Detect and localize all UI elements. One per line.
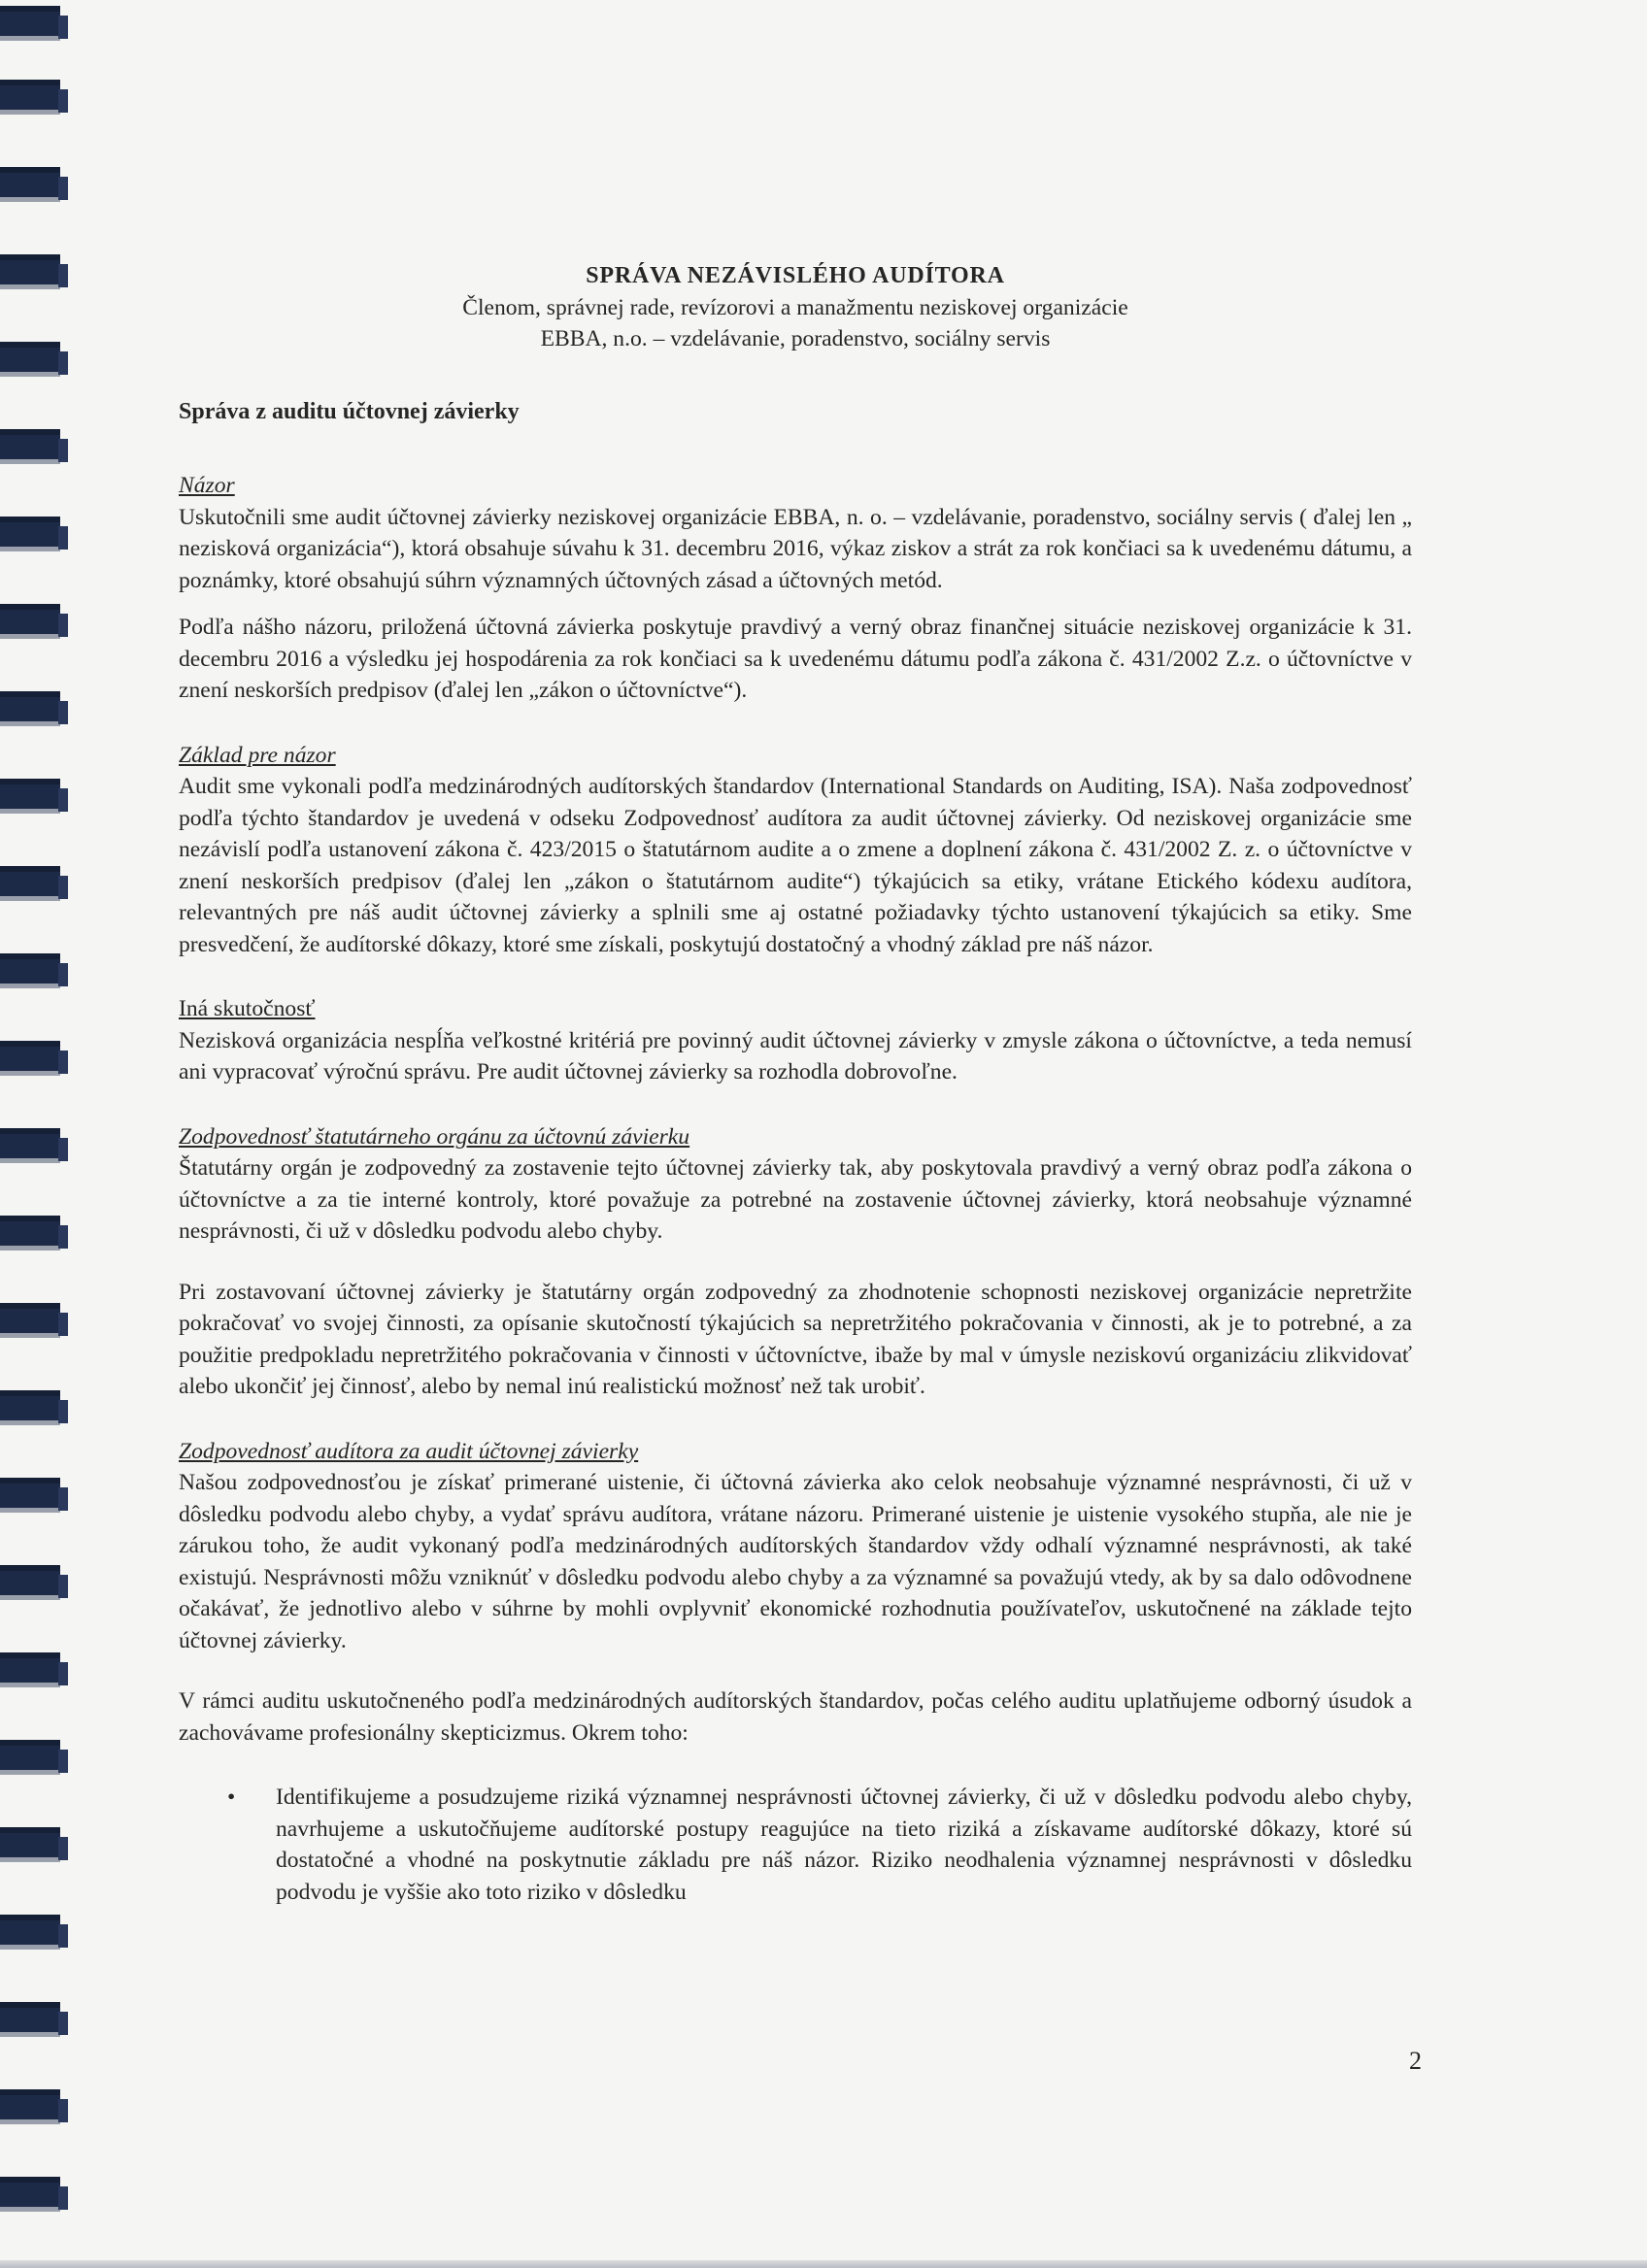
binding-tab	[0, 1827, 60, 1862]
statutory-paragraph-1: Štatutárny orgán je zodpovedný za zostavenie tejto účtovnej závierky tak, aby poskytovala pravdivý a verný obraz podľa zákona o účtovníctve a za tie interné kontroly, ktoré považuje za potrebné na zostavenie účtovnej závierky, ktorá neobsahuje významné nesprávnosti, či už v dôsledku podvodu alebo chyby.	[179, 1155, 1412, 1244]
binding-tab	[0, 2089, 60, 2124]
binding-tab	[0, 1303, 60, 1338]
basis-section	[179, 740, 1412, 961]
binding-tab	[0, 2177, 60, 2212]
binding-tab	[0, 1565, 60, 1600]
other-matter-paragraph: Nezisková organizácia nespĺňa veľkostné kritériá pre povinný audit účtovnej závierky v zmysle zákona o účtovníctve, a teda nemusí ani vypracovať výročnú správu. Pre audit účtovnej závierky sa rozhodla dobrovoľne.	[179, 1027, 1412, 1084]
other-matter-section	[179, 993, 1412, 1088]
binding-tab	[0, 80, 60, 115]
page-bottom-edge	[0, 2260, 1647, 2268]
binding-tab	[0, 1915, 60, 1950]
binding-tab	[0, 429, 60, 464]
statutory-responsibility-section	[179, 1121, 1412, 1403]
binding-tab	[0, 167, 60, 202]
binding-tab	[0, 866, 60, 901]
binding-tab	[0, 517, 60, 551]
report-body	[179, 260, 1412, 1908]
binding-tab	[0, 254, 60, 289]
opinion-heading: Názor	[179, 473, 235, 498]
auditor-bullet-list	[179, 1782, 1412, 1908]
page-number: 2	[1409, 2047, 1422, 2075]
section-title: Správa z auditu účtovnej závierky	[179, 398, 520, 424]
report-header	[179, 260, 1412, 355]
opinion-paragraph-1: Uskutočnili sme audit účtovnej závierky neziskovej organizácie EBBA, n. o. – vzdelávanie, poradenstvo, sociálny servis ( ďalej len „ nezisková organizácia“), ktorá obsahuje súvahu k 31. decembru 2016, výkaz ziskov a strát za rok končiaci sa k uvedenému dátumu, a poznámky, ktoré obsahujú súhrn významných účtovných zásad a účtovných metód.	[179, 504, 1412, 593]
addressee-line-1: Členom, správnej rade, revízorovi a manažmentu neziskovej organizácie	[462, 294, 1128, 320]
opinion-section	[179, 470, 1412, 707]
binding-tab	[0, 2002, 60, 2037]
auditor-paragraph-1: Našou zodpovednosťou je získať primerané uistenie, či účtovná závierka ako celok neobsahuje významné nesprávnosti, či už v dôsledku podvodu alebo chyby, a vydať správu audítora, vrátane názoru. Primerané uistenie je uistenie vysokého stupňa, ale nie je zárukou toho, že audit vykonaný podľa medzinárodných audítorských štandardov vždy odhalí významné nesprávnosti, ak také existujú. Nesprávnosti môžu vzniknúť v dôsledku podvodu alebo chyby a za významné sa považujú vtedy, ak by sa dalo odôvodnene očakávať, že jednotlivo alebo v súhrne by mohli ovplyvniť ekonomické rozhodnutia používateľov, uskutočnené na základe tejto účtovnej závierky.	[179, 1470, 1412, 1653]
spiral-binding	[0, 0, 68, 2268]
binding-tab	[0, 604, 60, 639]
binding-tab	[0, 779, 60, 814]
auditor-paragraph-2: V rámci auditu uskutočneného podľa medzinárodných audítorských štandardov, počas celého auditu uplatňujeme odborný úsudok a zachovávame profesionálny skepticizmus. Okrem toho:	[179, 1688, 1412, 1746]
binding-tab	[0, 1652, 60, 1687]
binding-tab	[0, 953, 60, 988]
binding-tab	[0, 1128, 60, 1163]
report-title: SPRÁVA NEZÁVISLÉHO AUDÍTORA	[586, 263, 1005, 288]
binding-tab	[0, 6, 60, 41]
opinion-paragraph-2: Podľa nášho názoru, priložená účtovná závierka poskytuje pravdivý a verný obraz finančnej situácie neziskovej organizácie k 31. decembru 2016 a výsledku jej hospodárenia za rok končiaci sa k uvedenému dátumu podľa zákona č. 431/2002 Z.z. o účtovníctve v znení neskorších predpisov (ďalej len „zákon o účtovníctve“).	[179, 615, 1412, 703]
statutory-paragraph-2: Pri zostavovaní účtovnej závierky je štatutárny orgán zodpovedný za zhodnotenie schopnosti neziskovej organizácie nepretržite pokračovať vo svojej činnosti, za opísanie skutočností týkajúcich sa nepretržitého pokračovania v činnosti, ak je to potrebné, a za použitie predpokladu nepretržitého pokračovania v činnosti v účtovníctve, ibaže by mal v úmysle neziskovú organizáciu zlikvidovať alebo ukončiť jej činnosť, alebo by nemal inú realistickú možnosť než tak urobiť.	[179, 1279, 1412, 1399]
binding-tab	[0, 1740, 60, 1775]
auditor-responsibility-section	[179, 1436, 1412, 1909]
basis-paragraph: Audit sme vykonali podľa medzinárodných audítorských štandardov (International Standards on Auditing, ISA). Naša zodpovednosť podľa týchto štandardov je uvedená v odseku Zodpovednosť audítora za audit účtovnej závierky. Od neziskovej organizácie sme nezávislí podľa ustanovení zákona č. 423/2015 o štatutárnom audite a o zmene a doplnení zákona č. 431/2002 Z. z. o účtovníctve v znení neskorších predpisov (ďalej len „zákon o štatutárnom audite“) týkajúcich sa etiky, vrátane Etického kódexu audítora, relevantných pre náš audit účtovnej závierky a splnili sme aj ostatné požiadavky týchto ustanovení týkajúcich sa etiky. Sme presvedčení, že audítorské dôkazy, ktoré sme získali, poskytujú dostatočný a vhodný základ pre náš názor.	[179, 774, 1412, 957]
basis-heading: Základ pre názor	[179, 742, 336, 768]
addressee-line-2: EBBA, n.o. – vzdelávanie, poradenstvo, sociálny servis	[540, 326, 1051, 351]
list-item	[179, 1782, 1412, 1908]
binding-tab	[0, 342, 60, 377]
bullet-icon: •	[227, 1784, 236, 1810]
binding-tab	[0, 691, 60, 726]
bullet-text: Identifikujeme a posudzujeme riziká významnej nesprávnosti účtovnej závierky, či už v dôsledku podvodu alebo chyby, navrhujeme a uskutočňujeme audítorské postupy reagujúce na tieto riziká a získavame audítorské dôkazy, ktoré sú dostatočné a vhodné na poskytnutie základu pre náš názor. Riziko neodhalenia významnej nesprávnosti v dôsledku podvodu je vyššie ako toto riziko v dôsledku	[276, 1784, 1412, 1905]
other-matter-heading: Iná skutočnosť	[179, 996, 316, 1021]
binding-tab	[0, 1390, 60, 1425]
statutory-responsibility-heading: Zodpovednosť štatutárneho orgánu za účtovnú závierku	[179, 1123, 690, 1150]
binding-tab	[0, 1216, 60, 1251]
auditor-responsibility-heading: Zodpovednosť audítora za audit účtovnej závierky	[179, 1438, 639, 1464]
binding-tab	[0, 1041, 60, 1076]
binding-tab	[0, 1478, 60, 1513]
